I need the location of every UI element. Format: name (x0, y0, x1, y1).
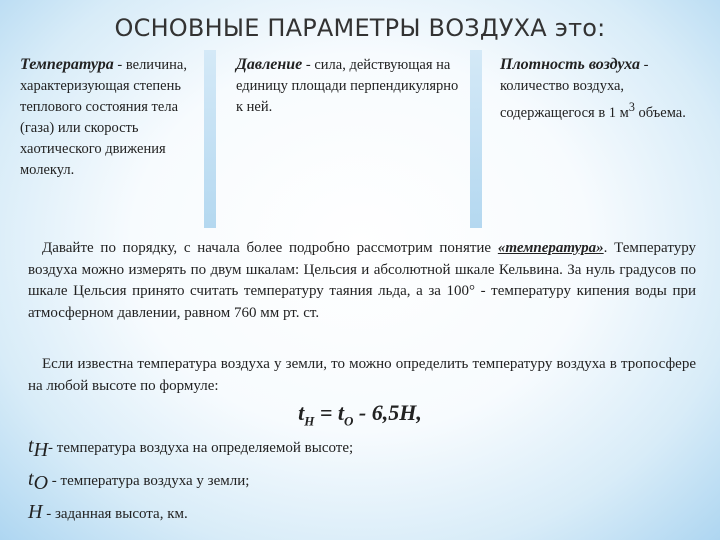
legend-item-to: $t_O$ - температура воздуха у земли; (28, 468, 250, 494)
temperature-paragraph (28, 238, 696, 324)
column-divider (470, 50, 482, 228)
formula-intro-paragraph (28, 354, 696, 397)
density-text: - количество воздуха, содержащегося в 1 м (500, 57, 649, 121)
density-term: Плотность воздуха (500, 56, 641, 73)
temperature-text: - величина, характеризующая степень теплового состояния тела (газа) или скорость хаотического движения молекул. (20, 57, 187, 178)
pressure-definition (236, 54, 468, 118)
pressure-text: - сила, действующая на единицу площади перпендикулярно к ней. (236, 57, 459, 115)
formula-intro-text: Если известна температура воздуха у земли, то можно определить температуру воздуха в тропосфере на любой высоте по формуле: (28, 356, 696, 394)
density-definition (500, 54, 705, 124)
temperature-term-highlight: «температура» (497, 240, 604, 256)
temperature-definition (20, 54, 210, 181)
formula-legend (28, 432, 353, 529)
temperature-term: Температура (20, 56, 114, 73)
temperature-formula: $t_H = t_O - 6,5H$, (298, 400, 422, 429)
paragraph-text: Давайте по порядку, с начала более подробно рассмотрим понятие (42, 240, 498, 256)
density-unit-exponent: 3 (628, 100, 635, 114)
paragraph-text-rest: . Температуру воздуха можно измерять по двум шкалам: Цельсия и абсолютной шкале Кельвина. За нуль градусов по шкале Цельсия принято считать температуру таяния льда, а за 100° - температуру кипения воды при атмосферном давлении, равном 760 мм рт. ст. (28, 240, 696, 321)
pressure-term: Давление (236, 56, 303, 73)
density-text-end: объема. (634, 104, 686, 121)
slide-title: ОСНОВНЫЕ ПАРАМЕТРЫ ВОЗДУХА это: (114, 14, 606, 42)
legend-item-h: H - заданная высота, км. (28, 501, 188, 523)
legend-item-th: $t_H-$ температура воздуха на определяемой высоте; (28, 435, 354, 461)
